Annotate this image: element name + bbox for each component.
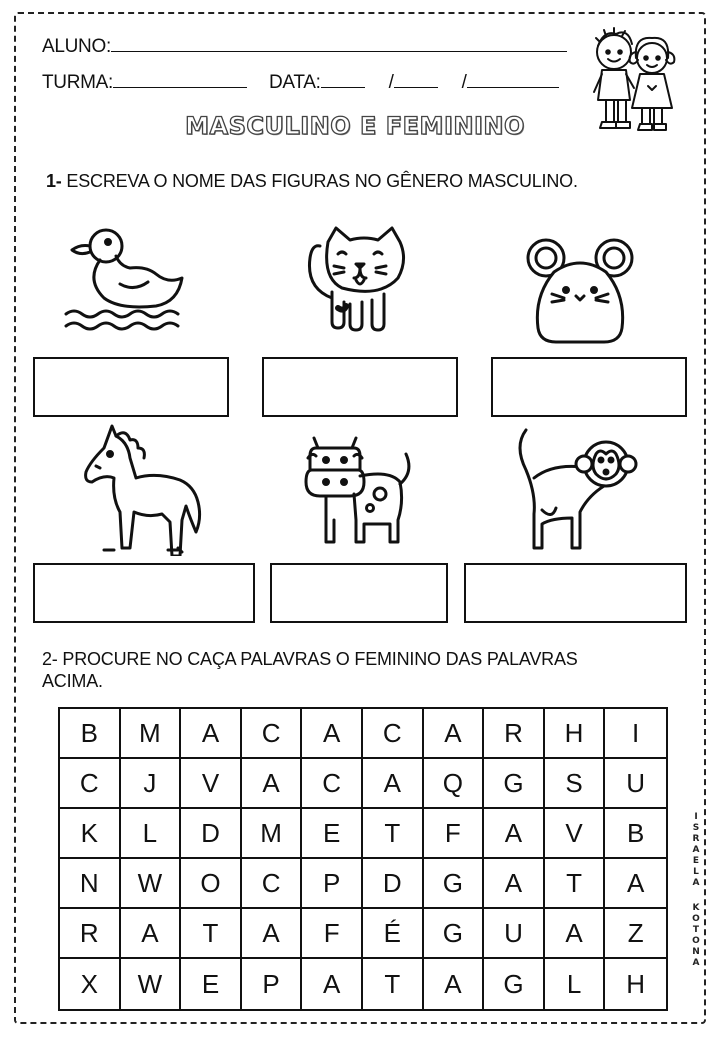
word-search-cell[interactable]: R (484, 709, 545, 759)
kids-illustration (584, 22, 684, 136)
word-search-cell[interactable]: A (484, 809, 545, 859)
word-search-cell[interactable]: F (302, 909, 363, 959)
credit-letter: S (692, 823, 700, 833)
word-search-cell[interactable]: Q (424, 759, 485, 809)
word-search-cell[interactable]: T (363, 959, 424, 1009)
word-search-cell[interactable]: H (545, 709, 606, 759)
answer-box-duck[interactable] (33, 357, 229, 417)
word-search-cell[interactable]: E (181, 959, 242, 1009)
word-search-cell[interactable]: T (181, 909, 242, 959)
credit-letter: T (692, 925, 700, 935)
monkey-icon (512, 424, 640, 552)
word-search-cell[interactable]: T (545, 859, 606, 909)
word-search-cell[interactable]: A (242, 759, 303, 809)
word-search-cell[interactable]: Z (605, 909, 666, 959)
turma-field[interactable] (113, 70, 247, 88)
word-search-cell[interactable]: P (242, 959, 303, 1009)
word-search-cell[interactable]: W (121, 859, 182, 909)
word-search-cell[interactable]: A (242, 909, 303, 959)
aluno-field[interactable] (111, 34, 567, 52)
credit-letter: A (692, 958, 700, 968)
word-search-cell[interactable]: C (242, 859, 303, 909)
word-search-cell[interactable]: B (60, 709, 121, 759)
author-credit (690, 812, 702, 969)
day-field[interactable] (321, 70, 365, 88)
word-search-cell[interactable]: A (605, 859, 666, 909)
word-search-cell[interactable]: A (181, 709, 242, 759)
word-search-cell[interactable]: C (60, 759, 121, 809)
word-search-cell[interactable]: A (302, 709, 363, 759)
credit-letter: A (692, 878, 700, 888)
data-label: DATA: (269, 72, 321, 93)
word-search-cell[interactable]: O (181, 859, 242, 909)
word-search-cell[interactable]: K (60, 809, 121, 859)
word-search-cell[interactable]: D (363, 859, 424, 909)
question-1-text: ESCREVA O NOME DAS FIGURAS NO GÊNERO MASCULINO. (61, 171, 578, 191)
answer-box-mouse[interactable] (491, 357, 687, 417)
credit-letter: N (692, 947, 700, 957)
word-search-cell[interactable]: V (181, 759, 242, 809)
word-search-cell[interactable]: A (424, 959, 485, 1009)
word-search-cell[interactable]: L (121, 809, 182, 859)
word-search-cell[interactable]: C (242, 709, 303, 759)
credit-letter: A (692, 845, 700, 855)
word-search-cell[interactable]: M (242, 809, 303, 859)
word-search-cell[interactable]: X (60, 959, 121, 1009)
credit-letter: L (693, 867, 699, 877)
date-separator: / (461, 72, 467, 93)
word-search-cell[interactable]: H (626, 968, 646, 999)
word-search-cell[interactable]: A (424, 709, 485, 759)
question-2-line-2: ACIMA. (42, 671, 103, 691)
credit-letter: E (692, 856, 700, 866)
word-search-cell[interactable]: A (484, 859, 545, 909)
answer-box-horse[interactable] (33, 563, 255, 623)
question-2 (42, 648, 578, 692)
aluno-label: ALUNO: (42, 36, 111, 57)
word-search-cell[interactable]: J (121, 759, 182, 809)
cow-icon (304, 432, 416, 548)
duck-icon (62, 220, 184, 338)
credit-letter: O (692, 914, 700, 924)
turma-row (42, 70, 559, 94)
month-field[interactable] (394, 70, 438, 88)
credit-letter: I (694, 812, 698, 822)
year-field[interactable] (467, 70, 559, 88)
word-search-cell[interactable]: G (484, 959, 545, 1009)
question-1 (46, 170, 578, 192)
word-search-cell[interactable]: V (545, 809, 606, 859)
word-search-cell[interactable]: G (424, 909, 485, 959)
word-search-cell[interactable]: R (60, 909, 121, 959)
word-search-cell[interactable]: N (60, 859, 121, 909)
word-search-cell[interactable]: L (545, 959, 606, 1009)
turma-label: TURMA: (42, 72, 114, 93)
word-search-grid (58, 707, 668, 1011)
word-search-cell[interactable]: G (484, 759, 545, 809)
credit-letter: O (692, 936, 700, 946)
aluno-row (42, 34, 567, 58)
answer-box-monkey[interactable] (464, 563, 687, 623)
word-search-cell[interactable]: B (605, 809, 666, 859)
word-search-cell[interactable]: D (181, 809, 242, 859)
word-search-cell[interactable]: T (363, 809, 424, 859)
mouse-icon (524, 228, 636, 346)
horse-icon (82, 420, 204, 556)
word-search-cell[interactable]: É (363, 909, 424, 959)
word-search-cell[interactable]: F (424, 809, 485, 859)
word-search-cell[interactable]: M (121, 709, 182, 759)
credit-letter: K (692, 903, 700, 913)
word-search-cell[interactable]: A (121, 909, 182, 959)
word-search-cell[interactable]: S (545, 759, 606, 809)
page-title: MASCULINO E FEMININO (185, 112, 525, 140)
word-search-cell[interactable]: E (302, 809, 363, 859)
date-separator: / (388, 72, 394, 93)
word-search-cell[interactable]: P (302, 859, 363, 909)
word-search-cell[interactable]: C (363, 709, 424, 759)
word-search-cell[interactable]: W (121, 959, 182, 1009)
word-search-cell[interactable]: C (302, 759, 363, 809)
word-search-cell[interactable]: A (302, 959, 363, 1009)
credit-letter: R (692, 834, 700, 844)
word-search-cell[interactable]: A (363, 759, 424, 809)
question-2-line-1: 2- PROCURE NO CAÇA PALAVRAS O FEMININO DAS PALAVRAS (42, 649, 578, 669)
cat-icon (298, 224, 422, 346)
word-search-cell[interactable]: U (484, 909, 545, 959)
word-search-cell[interactable]: G (424, 859, 485, 909)
word-search-cell[interactable]: I (605, 709, 666, 759)
answer-box-cow[interactable] (270, 563, 448, 623)
word-search-cell[interactable]: U (605, 759, 666, 809)
word-search-cell[interactable]: A (545, 909, 606, 959)
question-1-number: 1- (46, 171, 62, 191)
answer-box-cat[interactable] (262, 357, 458, 417)
